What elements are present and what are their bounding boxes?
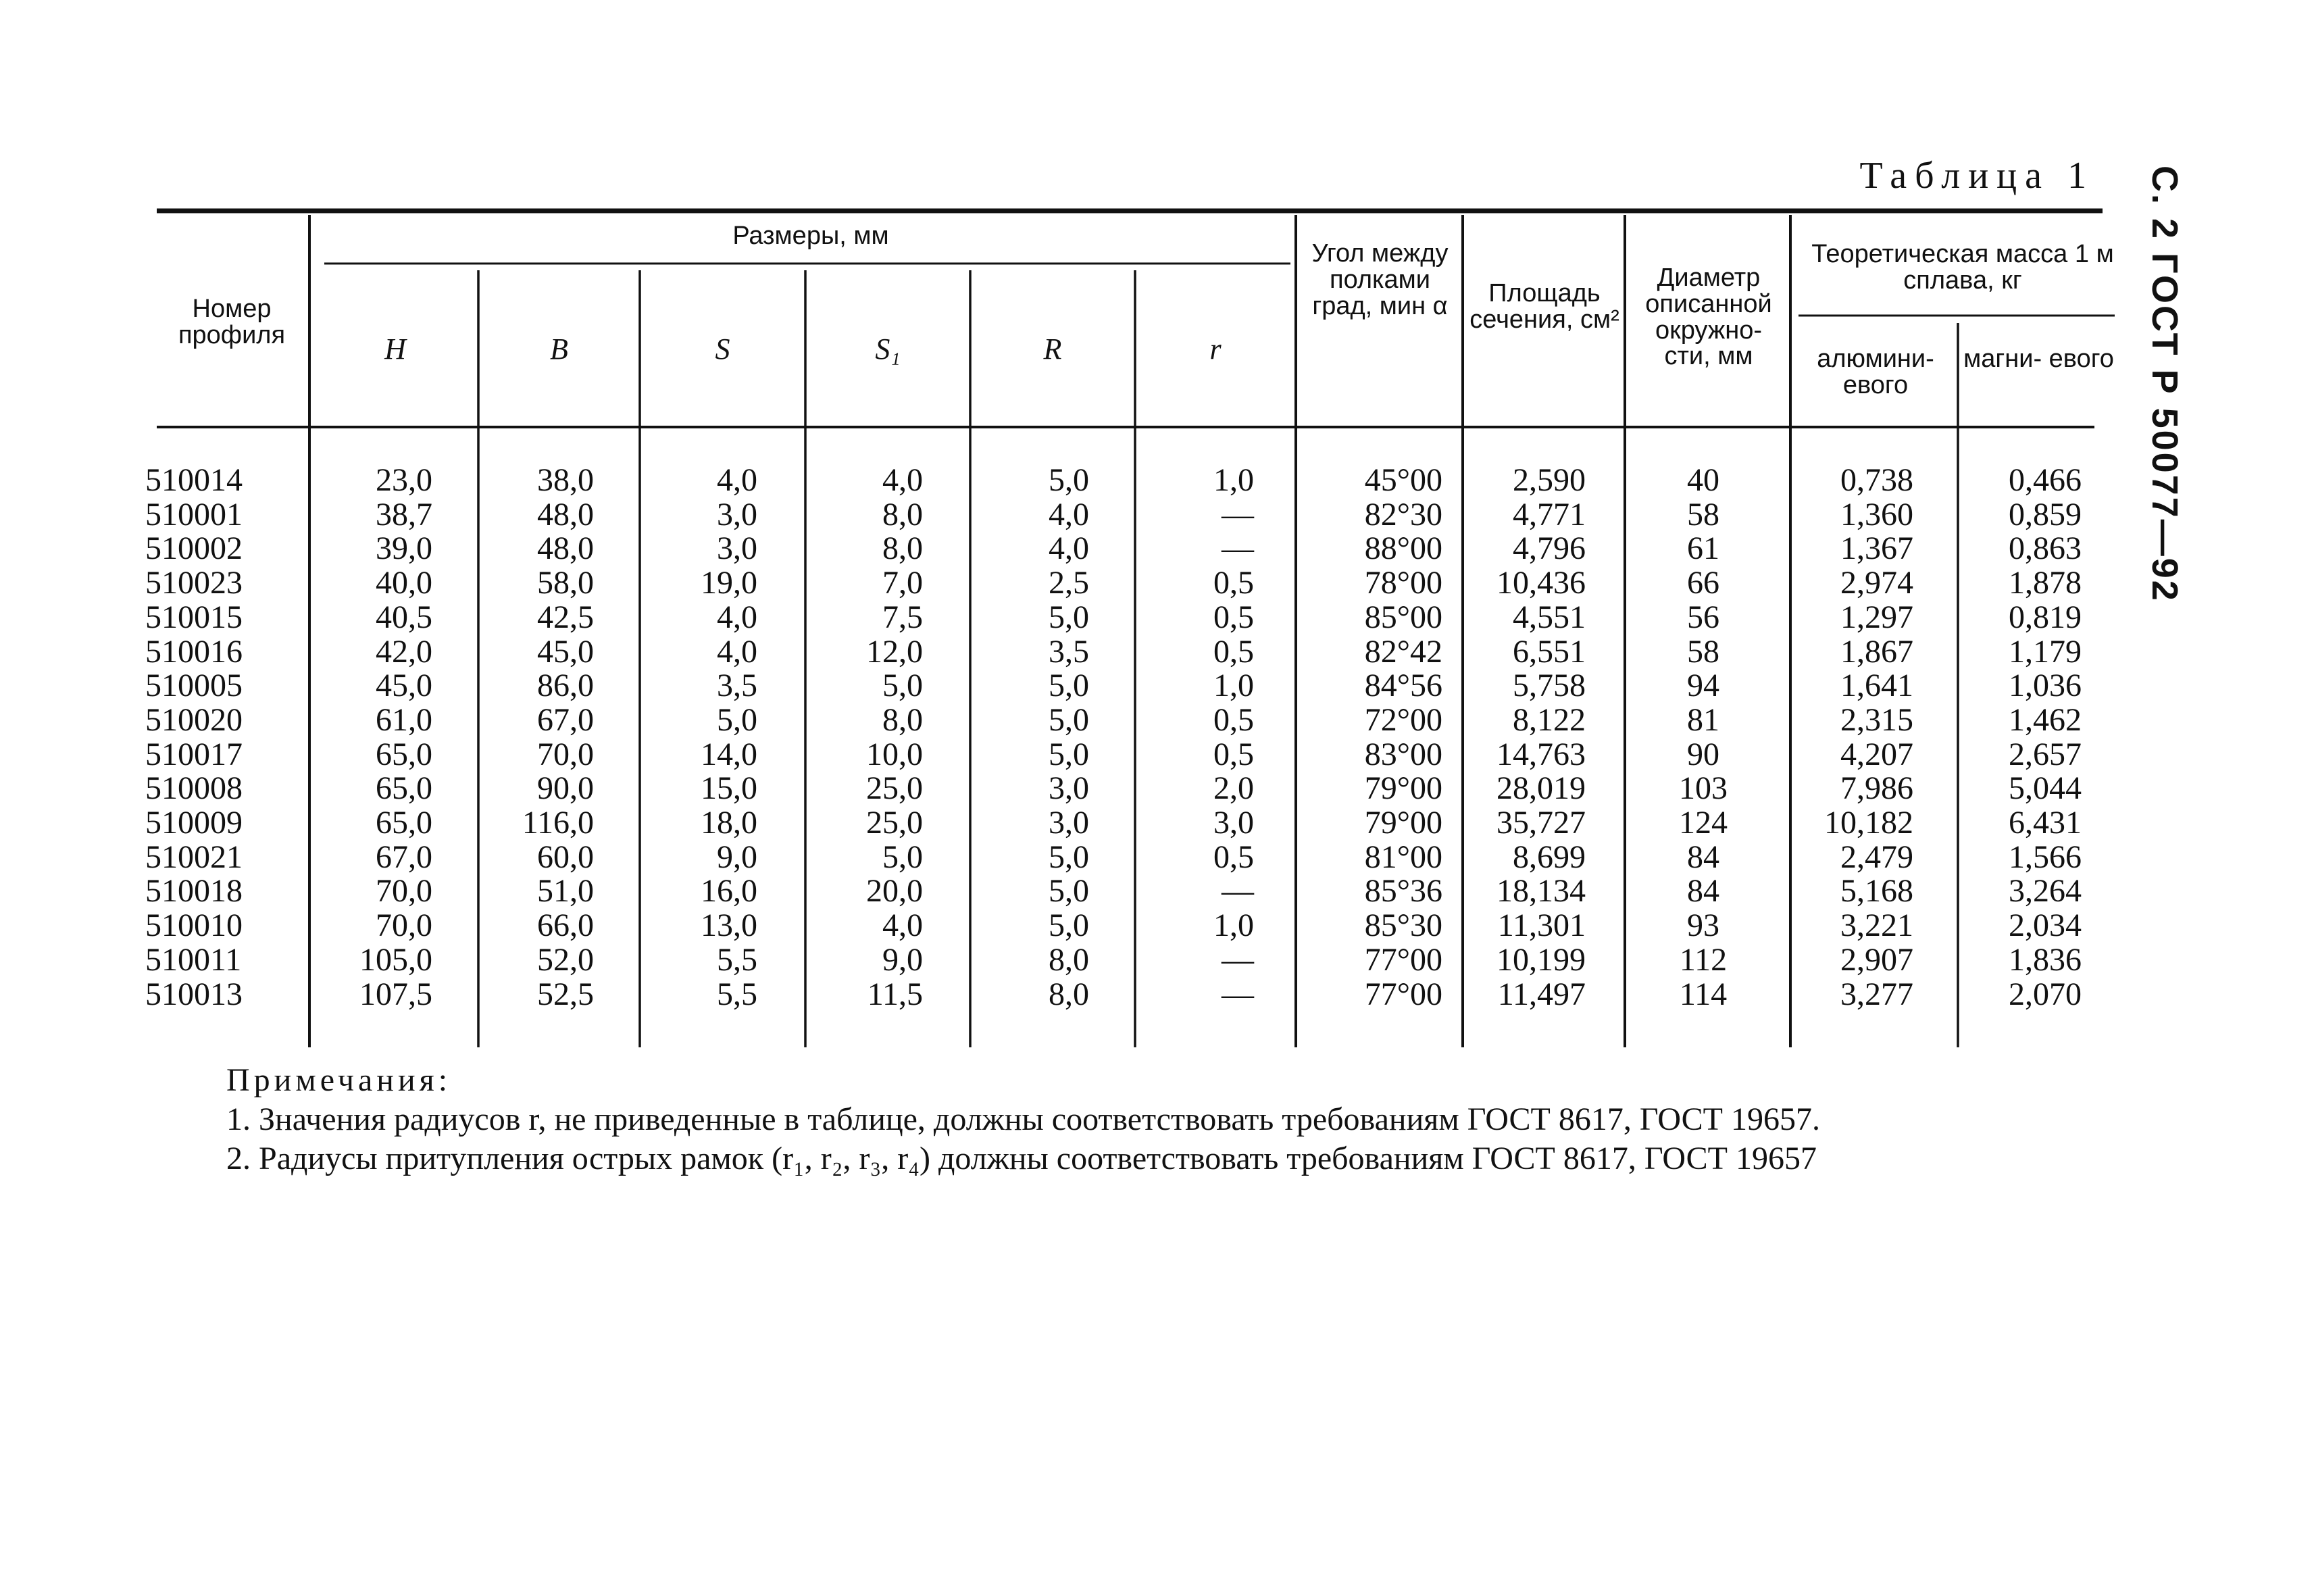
cell-diameter: 94 [1687,668,1719,704]
cell-r: — [1222,976,1254,1012]
cell-H: 61,0 [376,701,432,738]
cell-S: 5,0 [717,701,757,738]
cell-mass-al: 1,297 [1840,599,1913,635]
cell-area: 4,551 [1513,599,1586,635]
cell-mass-mg: 1,036 [2009,668,2082,704]
header-B: B [550,332,568,366]
header-S1: S₁ [875,332,901,366]
cell-mass-mg: 0,863 [2009,530,2082,567]
cell-mass-mg: 1,179 [2009,633,2082,670]
cell-diameter: 61 [1687,530,1719,567]
cell-profile: 510020 [145,701,243,738]
cell-H: 67,0 [376,839,432,875]
cell-H: 70,0 [376,873,432,909]
cell-H: 45,0 [376,668,432,704]
side-header-text: С. 2 ГОСТ Р 50077—92 [2144,166,2185,603]
cell-diameter: 124 [1679,805,1728,841]
cell-profile: 510023 [145,565,243,601]
cell-B: 67,0 [537,701,594,738]
cell-diameter: 66 [1687,565,1719,601]
cell-R: 5,0 [1049,736,1089,772]
cell-r: 0,5 [1213,633,1254,670]
cell-r: 0,5 [1213,701,1254,738]
cell-S1: 12,0 [866,633,923,670]
cell-r: 1,0 [1213,462,1254,498]
cell-S: 4,0 [717,633,757,670]
cell-profile: 510010 [145,907,243,944]
cell-R: 8,0 [1049,976,1089,1012]
cell-S: 19,0 [701,565,757,601]
cell-S: 4,0 [717,599,757,635]
cell-diameter: 56 [1687,599,1719,635]
header-diameter: Диаметр описанной окружно- сти, мм [1645,264,1772,371]
cell-mass-al: 2,315 [1840,701,1913,738]
cell-angle: 85°00 [1364,599,1442,635]
cell-S: 5,5 [717,976,757,1012]
cell-area: 8,699 [1513,839,1586,875]
cell-angle: 85°36 [1364,873,1442,909]
cell-r: 3,0 [1213,805,1254,841]
cell-B: 45,0 [537,633,594,670]
note-item-1: 1. Значения радиусов r, не приведенные в таблице, должны соответствовать требованиям ГОСТ 8617, ГОСТ 19657. [226,1101,1820,1137]
cell-H: 40,5 [376,599,432,635]
cell-mass-al: 0,738 [1840,462,1913,498]
cell-R: 5,0 [1049,599,1089,635]
cell-area: 4,771 [1513,496,1586,532]
cell-mass-mg: 1,878 [2009,565,2082,601]
cell-angle: 77°00 [1364,941,1442,978]
cell-r: 2,0 [1213,770,1254,807]
cell-diameter: 103 [1679,770,1728,807]
cell-R: 8,0 [1049,941,1089,978]
cell-S1: 25,0 [866,770,923,807]
header-S: S [715,332,730,366]
cell-H: 38,7 [376,496,432,532]
cell-mass-mg: 1,462 [2009,701,2082,738]
cell-mass-mg: 2,034 [2009,907,2082,944]
cell-R: 2,5 [1049,565,1089,601]
cell-diameter: 84 [1687,839,1719,875]
header-H: H [384,332,406,366]
cell-S1: 4,0 [882,462,923,498]
cell-r: 0,5 [1213,599,1254,635]
cell-area: 18,134 [1496,873,1586,909]
cell-profile: 510018 [145,873,243,909]
header-profile-number: Номер профиля [178,295,286,349]
cell-profile: 510011 [145,941,242,978]
cell-B: 38,0 [537,462,594,498]
cell-angle: 78°00 [1364,565,1442,601]
cell-profile: 510013 [145,976,243,1012]
cell-H: 39,0 [376,530,432,567]
cell-B: 48,0 [537,530,594,567]
cell-area: 35,727 [1496,805,1586,841]
cell-R: 3,0 [1049,770,1089,807]
cell-R: 5,0 [1049,873,1089,909]
cell-angle: 79°00 [1364,770,1442,807]
header-mass-magnesium: магни- евого [1963,345,2114,373]
cell-diameter: 114 [1679,976,1728,1012]
cell-R: 4,0 [1049,496,1089,532]
cell-mass-mg: 5,044 [2009,770,2082,807]
cell-R: 5,0 [1049,668,1089,704]
cell-R: 4,0 [1049,530,1089,567]
cell-area: 11,301 [1497,907,1586,944]
cell-profile: 510014 [145,462,243,498]
header-R: R [1043,332,1062,366]
cell-S1: 7,0 [882,565,923,601]
cell-angle: 83°00 [1364,736,1442,772]
cell-H: 107,5 [359,976,432,1012]
cell-mass-mg: 0,819 [2009,599,2082,635]
cell-H: 42,0 [376,633,432,670]
cell-B: 51,0 [537,873,594,909]
cell-R: 3,0 [1049,805,1089,841]
cell-profile: 510009 [145,805,243,841]
cell-mass-al: 10,182 [1824,805,1913,841]
cell-r: 1,0 [1213,668,1254,704]
cell-S1: 8,0 [882,701,923,738]
cell-r: — [1222,530,1254,567]
cell-profile: 510005 [145,668,243,704]
header-dimensions-group: Размеры, мм [732,222,889,250]
cell-B: 48,0 [537,496,594,532]
cell-area: 11,497 [1497,976,1586,1012]
cell-mass-al: 4,207 [1840,736,1913,772]
table-caption: Таблица 1 [1859,155,2094,197]
cell-R: 5,0 [1049,462,1089,498]
cell-S1: 7,5 [882,599,923,635]
cell-profile: 510001 [145,496,243,532]
cell-mass-mg: 3,264 [2009,873,2082,909]
cell-diameter: 58 [1687,633,1719,670]
cell-S: 13,0 [701,907,757,944]
cell-profile: 510015 [145,599,243,635]
header-angle: Угол между полками град, мин α [1311,239,1449,320]
cell-profile: 510008 [145,770,243,807]
cell-H: 65,0 [376,770,432,807]
cell-r: 0,5 [1213,565,1254,601]
cell-H: 105,0 [359,941,432,978]
cell-r: 1,0 [1213,907,1254,944]
header-area: Площадь сечения, см² [1469,279,1619,334]
notes-title: Примечания: [226,1062,452,1098]
cell-mass-mg: 0,466 [2009,462,2082,498]
cell-area: 5,758 [1513,668,1586,704]
cell-area: 2,590 [1513,462,1586,498]
cell-B: 60,0 [537,839,594,875]
cell-mass-al: 5,168 [1840,873,1913,909]
cell-mass-mg: 2,070 [2009,976,2082,1012]
cell-angle: 79°00 [1364,805,1442,841]
cell-B: 52,0 [537,941,594,978]
cell-S: 9,0 [717,839,757,875]
cell-B: 90,0 [537,770,594,807]
cell-S1: 8,0 [882,496,923,532]
cell-area: 28,019 [1496,770,1586,807]
cell-diameter: 90 [1687,736,1719,772]
cell-diameter: 58 [1687,496,1719,532]
cell-diameter: 40 [1687,462,1719,498]
cell-angle: 82°42 [1364,633,1442,670]
cell-diameter: 81 [1687,701,1719,738]
header-r: r [1209,332,1222,366]
cell-r: — [1222,873,1254,909]
cell-mass-al: 1,360 [1840,496,1913,532]
cell-mass-al: 3,221 [1840,907,1913,944]
cell-H: 23,0 [376,462,432,498]
cell-r: 0,5 [1213,736,1254,772]
cell-B: 86,0 [537,668,594,704]
cell-S1: 4,0 [882,907,923,944]
cell-profile: 510021 [145,839,243,875]
cell-profile: 510016 [145,633,243,670]
cell-area: 4,796 [1513,530,1586,567]
cell-R: 5,0 [1049,907,1089,944]
cell-angle: 77°00 [1364,976,1442,1012]
cell-B: 58,0 [537,565,594,601]
cell-angle: 72°00 [1364,701,1442,738]
cell-H: 65,0 [376,805,432,841]
cell-S1: 8,0 [882,530,923,567]
cell-S1: 20,0 [866,873,923,909]
cell-angle: 84°56 [1364,668,1442,704]
cell-B: 42,5 [537,599,594,635]
cell-B: 66,0 [537,907,594,944]
cell-mass-al: 1,641 [1840,668,1913,704]
cell-diameter: 93 [1687,907,1719,944]
cell-mass-mg: 0,859 [2009,496,2082,532]
cell-mass-mg: 2,657 [2009,736,2082,772]
cell-S1: 10,0 [866,736,923,772]
cell-diameter: 84 [1687,873,1719,909]
cell-angle: 45°00 [1364,462,1442,498]
cell-angle: 88°00 [1364,530,1442,567]
cell-B: 70,0 [537,736,594,772]
cell-S: 15,0 [701,770,757,807]
cell-B: 52,5 [537,976,594,1012]
cell-mass-mg: 1,566 [2009,839,2082,875]
cell-S1: 25,0 [866,805,923,841]
cell-r: — [1222,496,1254,532]
cell-angle: 82°30 [1364,496,1442,532]
cell-mass-al: 1,367 [1840,530,1913,567]
cell-profile: 510017 [145,736,243,772]
cell-S: 16,0 [701,873,757,909]
cell-S1: 5,0 [882,668,923,704]
cell-S: 14,0 [701,736,757,772]
cell-angle: 85°30 [1364,907,1442,944]
cell-B: 116,0 [522,805,594,841]
cell-profile: 510002 [145,530,243,567]
cell-mass-al: 2,479 [1840,839,1913,875]
cell-diameter: 112 [1679,941,1728,978]
cell-area: 6,551 [1513,633,1586,670]
cell-r: 0,5 [1213,839,1254,875]
cell-S: 5,5 [717,941,757,978]
cell-S1: 11,5 [867,976,923,1012]
cell-S1: 9,0 [882,941,923,978]
cell-mass-mg: 6,431 [2009,805,2082,841]
cell-area: 10,436 [1496,565,1586,601]
header-mass-aluminium: алюмини- евого [1817,345,1934,399]
cell-H: 65,0 [376,736,432,772]
cell-S1: 5,0 [882,839,923,875]
notes-block [155,1061,2101,1178]
cell-R: 5,0 [1049,839,1089,875]
cell-H: 40,0 [376,565,432,601]
cell-mass-al: 7,986 [1840,770,1913,807]
cell-mass-al: 2,907 [1840,941,1913,978]
cell-S: 18,0 [701,805,757,841]
cell-S: 3,0 [717,530,757,567]
cell-r: — [1222,941,1254,978]
cell-angle: 81°00 [1364,839,1442,875]
cell-mass-al: 1,867 [1840,633,1913,670]
cell-mass-mg: 1,836 [2009,941,2082,978]
cell-S: 3,5 [717,668,757,704]
header-mass-group: Теоретическая масса 1 м сплава, кг [1811,240,2114,295]
cell-mass-al: 3,277 [1840,976,1913,1012]
note-item-2: 2. Радиусы притупления острых рамок (r₁, r₂, r₃, r₄) должны соответствовать требованиям ГОСТ 8617, ГОСТ 19657 [226,1141,1817,1176]
cell-R: 3,5 [1049,633,1089,670]
cell-area: 10,199 [1496,941,1586,978]
cell-area: 8,122 [1513,701,1586,738]
cell-S: 3,0 [717,496,757,532]
cell-R: 5,0 [1049,701,1089,738]
cell-S: 4,0 [717,462,757,498]
cell-H: 70,0 [376,907,432,944]
cell-area: 14,763 [1496,736,1586,772]
cell-mass-al: 2,974 [1840,565,1913,601]
